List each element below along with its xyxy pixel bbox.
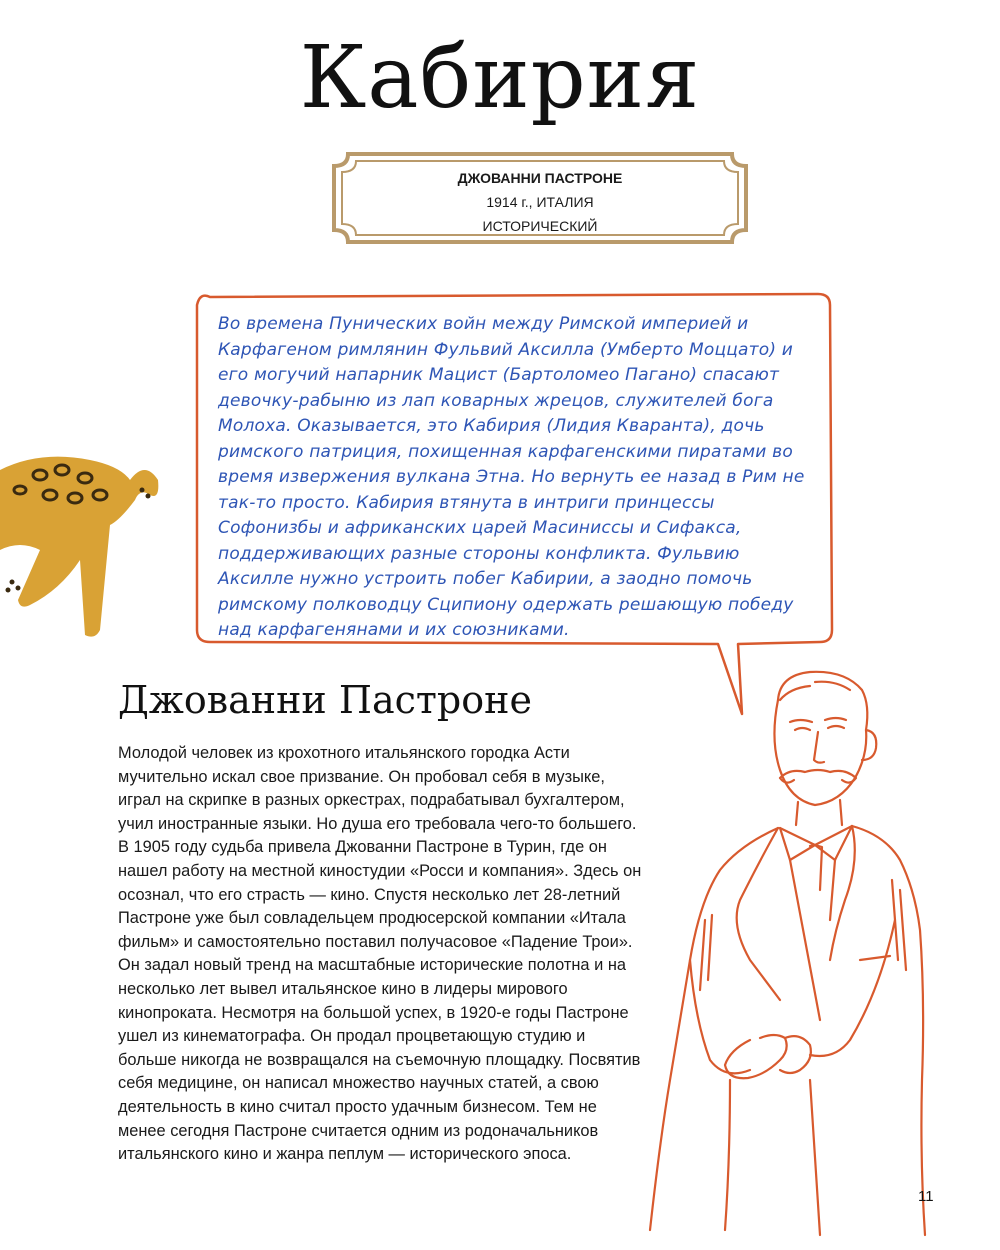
director-portrait-illustration	[630, 660, 930, 1240]
film-director: ДЖОВАННИ ПАСТРОНЕ	[457, 170, 623, 186]
film-synopsis: Во времена Пунических войн между Римской империей и Карфагеном римлянин Фульвий Аксилла (Умберто Моццато) и его могучий напарник Мацист (Бартоломео Пагано) спасают девочку-рабыню из лап коварных жрецов, служителей бога Молоха. Оказывается, это Кабирия (Лидия Кваранта), дочь римского патриция, похищенная карфагенскими пиратами во время извержения вулкана Этна. Но вернуть ее назад в Рим не так-то просто. Кабирия втянута в интриги принцессы Софонизбы и африканских царей Масиниссы и Сифакса, поддерживающих разные стороны конфликта. Фульвию Аксилле нужно устроить побег Кабирии, а заодно помочь римскому полководцу Сципиону одержать решающую победу над карфагенянами и их союзниками.	[218, 314, 805, 640]
page-title: Кабирия	[299, 28, 701, 128]
film-genre: ИСТОРИЧЕСКИЙ	[482, 218, 598, 234]
biography-heading: Джованни Пастроне	[118, 678, 532, 722]
film-year-country: 1914 г., ИТАЛИЯ	[486, 194, 594, 210]
leopard-illustration	[0, 440, 170, 640]
page-number: 11	[918, 1188, 934, 1205]
biography-text: Молодой человек из крохотного итальянского городка Асти мучительно искал свое призвание. Он пробовал себя в музыке, играл на скрипке в разных оркестрах, подрабатывал бухгалтером, учил иностранные языки. Но душа его требовала чего-то большего. В 1905 году судьба привела Джованни Пастроне в Турин, где он нашел работу на местной киностудии «Росси и компания». Здесь он осознал, что его страсть — кино. Спустя несколько лет 28-летний Пастроне уже был совладельцем продюсерской компании «Итала фильм» и самостоятельно поставил получасовое «Падение Трои». Он задал новый тренд на масштабные исторические полотна и на несколько лет вывел итальянское кино в лидеры мирового кинопроката. Несмотря на большой успех, в 1920-е годы Пастроне ушел из кинематографа. Он продал процветающую студию и больше никогда не возвращался на съемочную площадку. Посвятив себя медицине, он написал множество научных статей, а свою деятельность в кино считал просто удачным бизнесом. Тем не менее сегодня Пастроне считается одним из родоначальников итальянского кино и жанра пеплум — исторического эпоса.	[118, 744, 642, 1164]
